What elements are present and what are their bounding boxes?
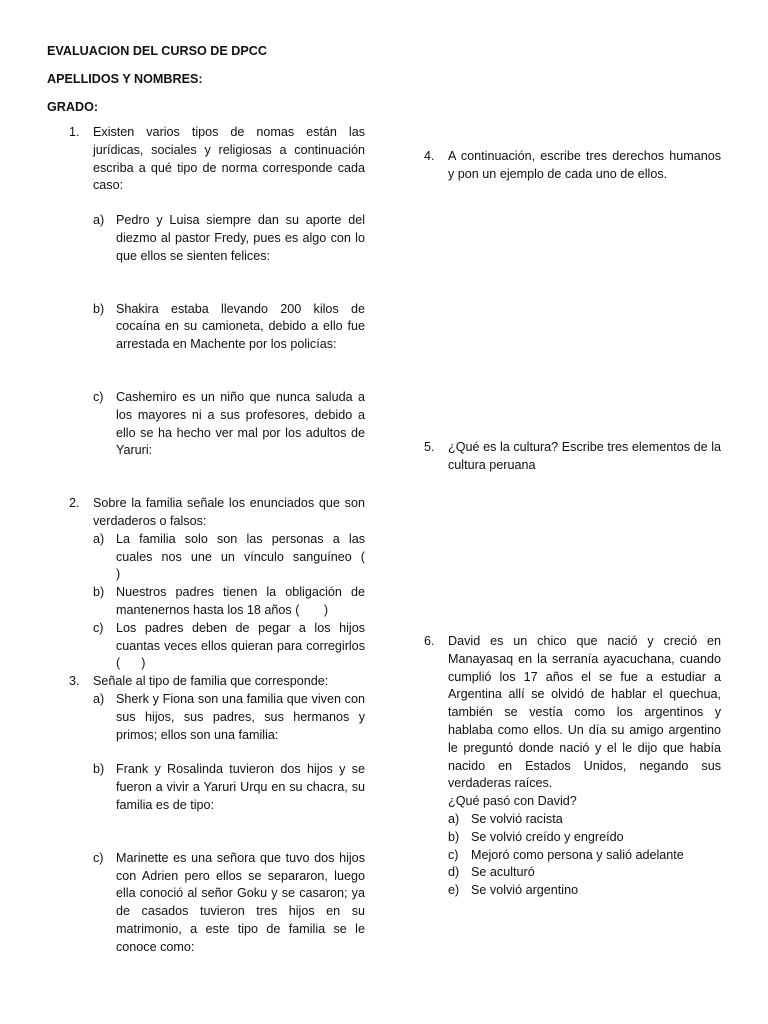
- question-text: ¿Qué es la cultura? Escribe tres elementos de la cultura peruana: [448, 440, 721, 472]
- option-d: [448, 864, 721, 882]
- option-text: Frank y Rosalinda tuvieron dos hijos y se fueron a vivir a Yaruri Urqu en su chacra, su familia es de tipo:: [116, 762, 365, 812]
- option-letter: c): [448, 847, 459, 862]
- option-letter: b): [93, 585, 105, 600]
- option-letter: d): [448, 865, 460, 880]
- option-a: [93, 691, 365, 744]
- option-a: [93, 531, 400, 584]
- option-c: [448, 847, 721, 865]
- question-1: [47, 124, 365, 460]
- option-letter: a): [93, 531, 105, 546]
- option-letter: b): [448, 829, 460, 844]
- option-letter: a): [93, 691, 105, 706]
- question-number: 1.: [69, 125, 80, 139]
- option-text: Pedro y Luisa siempre dan su aporte del diezmo al pastor Fredy, pues es algo con lo que ellos se sienten felices:: [116, 213, 365, 263]
- option-text: Se volvió racista: [471, 811, 563, 826]
- option-text: Cashemiro es un niño que nunca saluda a los mayores ni a sus profesores, debido a ello se ha hecho ver mal por los adultos de Yaruri:: [116, 389, 365, 458]
- option-letter: e): [448, 883, 460, 898]
- question-text: Señale al tipo de familia que corresponde:: [93, 674, 329, 689]
- option-letter: c): [93, 850, 104, 865]
- option-b: [448, 829, 721, 847]
- question-4: [424, 148, 721, 184]
- option-c: [93, 850, 365, 957]
- question-number: 4.: [424, 149, 435, 163]
- question-text: Existen varios tipos de nomas están las jurídicas, sociales y religiosas a continuación escriba a qué tipo de norma corresponde cada caso:: [93, 125, 365, 193]
- option-c: [93, 620, 369, 673]
- question-text: A continuación, escribe tres derechos humanos y pon un ejemplo de cada uno de ellos.: [448, 149, 721, 181]
- option-text: Se aculturó: [471, 865, 535, 880]
- option-b: [93, 301, 365, 354]
- question-number: 6.: [424, 634, 435, 648]
- option-b: [93, 761, 365, 814]
- document-title: EVALUACION DEL CURSO DE DPCC: [47, 44, 267, 58]
- option-text: La familia solo son las personas a las cuales nos une un vínculo sanguíneo ( ): [116, 531, 400, 582]
- option-text: Marinette es una señora que tuvo dos hijos con Adrien pero ellos se separaron, luego ella conoció al señor Goku y se casaron; ya de casados tuvieron tres hijos en su matrimonio, a este tipo de familia se le conoce como:: [116, 850, 365, 954]
- question-3: [47, 673, 365, 956]
- option-letter: b): [93, 762, 105, 777]
- option-text: Sherk y Fiona son una familia que viven con sus hijos, sus padres, sus hermanos y primos; ellos son una familia:: [116, 691, 365, 742]
- grade-label: GRADO:: [47, 100, 99, 114]
- question-2: [47, 495, 400, 673]
- option-letter: c): [93, 620, 104, 635]
- option-text: Se volvió argentino: [471, 883, 579, 898]
- option-letter: b): [93, 301, 105, 316]
- option-a: [448, 811, 721, 829]
- option-b: [93, 584, 369, 620]
- option-letter: a): [93, 213, 105, 228]
- question-number: 5.: [424, 440, 435, 454]
- option-text: Se volvió creído y engreído: [471, 829, 624, 844]
- option-c: [93, 389, 365, 460]
- question-6: [424, 633, 721, 900]
- question-number: 3.: [69, 674, 80, 689]
- question-5: [424, 439, 721, 475]
- left-column: [47, 124, 400, 956]
- question-number: 2.: [69, 496, 80, 511]
- option-letter: c): [93, 389, 104, 404]
- option-a: [93, 212, 365, 265]
- option-text: Nuestros padres tienen la obligación de mantenernos hasta los 18 años ( ): [116, 585, 369, 617]
- option-letter: a): [448, 811, 460, 826]
- option-text: Shakira estaba llevando 200 kilos de cocaína en su camioneta, debido a ello fue arrestada en Machente por los policías:: [116, 301, 365, 352]
- option-text: Los padres deben de pegar a los hijos cuantas veces ellos quieran para corregirlos ( ): [116, 620, 369, 671]
- question-prompt: ¿Qué pasó con David?: [448, 794, 577, 809]
- names-label: APELLIDOS Y NOMBRES:: [47, 72, 203, 86]
- option-e: [448, 882, 721, 900]
- question-text: Sobre la familia señale los enunciados que son verdaderos o falsos:: [93, 496, 365, 528]
- question-text: David es un chico que nació y creció en Manayasaq en la serranía ayacuchana, cuando cumplió los 17 años el se fue a estudiar a Argentina allí se olvidó de hablar el quechua, también se vestía como los argentinos y hablaba como ellos. Un día su amigo argentino le preguntó donde nació y el le dijo que había nacido en Estados Unidos, negando sus verdaderas raíces.: [448, 634, 721, 791]
- option-text: Mejoró como persona y salió adelante: [471, 847, 684, 862]
